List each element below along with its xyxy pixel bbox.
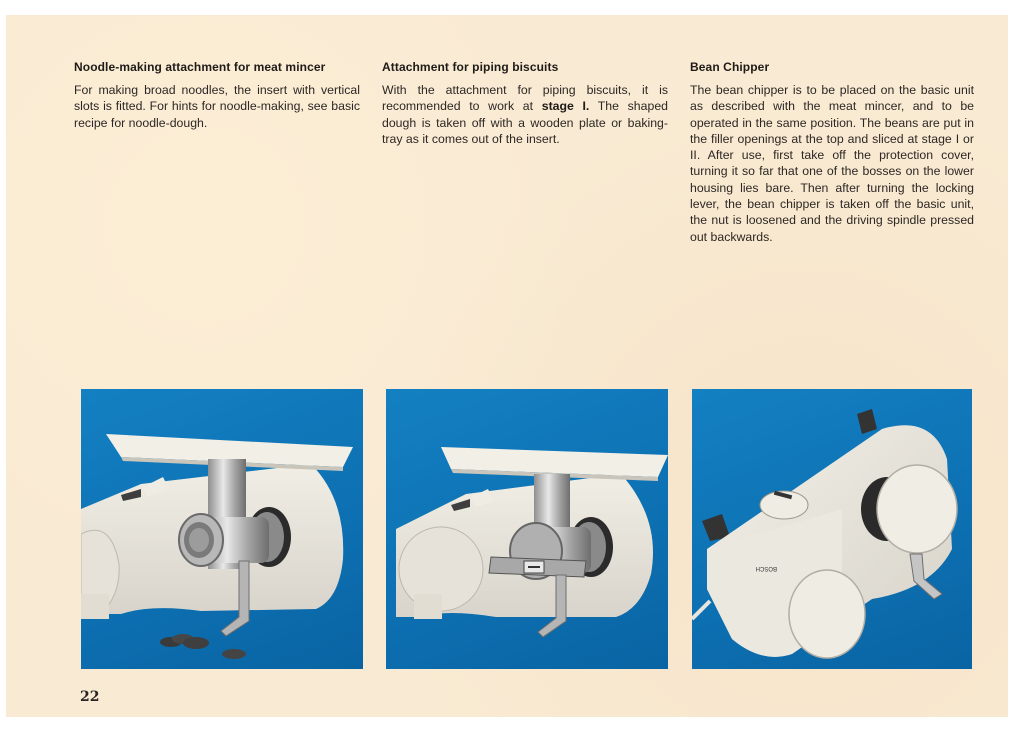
section-noodle-attachment — [74, 60, 360, 131]
brand-label: BOSCH — [755, 565, 777, 571]
bean-chipper-illustration — [692, 389, 972, 669]
bold-stage-text: stage I. — [541, 99, 590, 114]
manual-page — [6, 15, 1008, 717]
body-text: With the attachment for piping biscuits, it is recommended to work at — [382, 83, 668, 114]
page-number: 22 — [80, 689, 100, 705]
photo-biscuit-piping — [386, 389, 668, 669]
section-bean-chipper — [690, 60, 974, 245]
body-text: The shaped dough is taken off with a wooden plate or baking-tray as it comes out of the insert. — [382, 99, 668, 146]
mincer-illustration — [81, 389, 363, 669]
section-title: Attachment for piping biscuits — [382, 60, 559, 74]
section-body: The bean chipper is to be placed on the basic unit as described with the meat mincer, and to be operated in the same position. The beans are put in the filler openings at the top and sliced at stage I or II. After use, first take off the protection cover, turning it so far that one of the bosses on the lower housing lies bare. Then after turning the locking lever, the bean chipper is taken off the basic unit, the nut is loosened and the driving spindle pressed out backwards. — [690, 83, 974, 244]
section-title: Bean Chipper — [690, 60, 770, 74]
photo-bean-chipper — [692, 389, 972, 669]
section-title: Noodle-making attachment for meat mincer — [74, 60, 326, 74]
section-biscuit-attachment — [382, 60, 668, 147]
section-body — [382, 82, 668, 147]
biscuit-attachment-illustration — [386, 389, 668, 669]
section-body: For making broad noodles, the insert with vertical slots is fitted. For hints for noodle-making, see basic recipe for noodle-dough. — [74, 83, 360, 130]
photo-noodle-mincer — [81, 389, 363, 669]
